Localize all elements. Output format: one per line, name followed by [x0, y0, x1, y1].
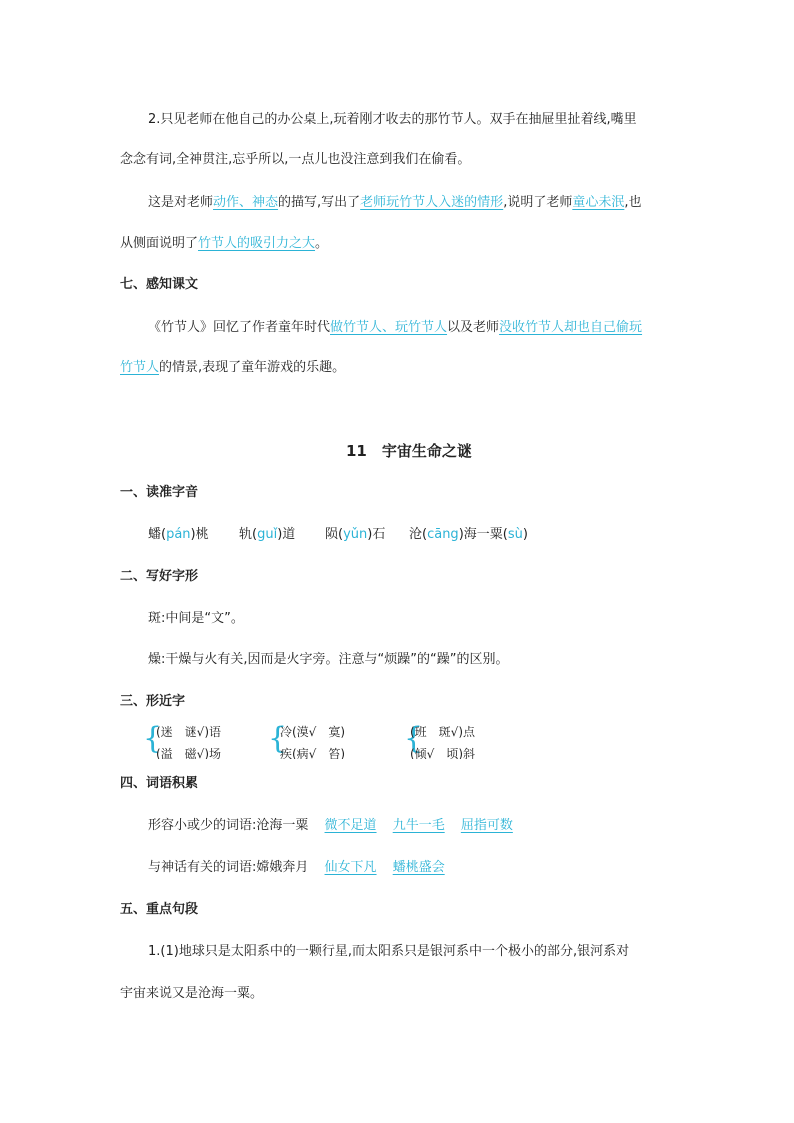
analysis-text: ,说明了老师 [503, 195, 573, 210]
summary-line-2 [120, 358, 345, 378]
answer-blank: 九牛一毛 [392, 818, 445, 833]
answer-blank: 蟠桃盛会 [392, 860, 445, 875]
answer-blank: 老师玩竹节人入迷的情形 [360, 195, 504, 210]
char-text: 沧( [409, 527, 428, 542]
summary-text: 以及老师 [447, 320, 500, 335]
char-text: 蟠( [148, 527, 167, 542]
section-heading-2: 二、写好字形 [120, 569, 199, 584]
pronunciation-item [325, 525, 385, 545]
analysis-text: 的描写,写出了 [278, 195, 361, 210]
char-text: )石 [367, 527, 386, 542]
similar-char-bottom: 疾(病√ 笞) [280, 747, 346, 759]
brace-icon: { [143, 721, 163, 756]
sentence-2-line-2: 念念有词,全神贯注,忘乎所以,一点儿也没注意到我们在偷看。 [120, 152, 471, 167]
glyph-note-1: 斑:中间是“文”。 [148, 611, 244, 626]
vocab-line-1 [148, 816, 513, 836]
analysis-text: 。 [315, 236, 329, 251]
pronunciation-item [239, 525, 295, 545]
brace-icon: { [404, 721, 424, 756]
lesson-title: 11 宇宙生命之谜 [346, 442, 472, 460]
analysis-text: 从侧面说明了 [120, 236, 199, 251]
char-text: )道 [277, 527, 296, 542]
section-heading-3: 三、形近字 [120, 694, 186, 709]
similar-char-bottom: (溢 磁√)场 [156, 747, 222, 759]
answer-blank: 竹节人的吸引力之大 [198, 236, 316, 251]
answer-blank: 屈指可数 [460, 818, 513, 833]
similar-char-bottom: (倾√ 顷)斜 [410, 747, 476, 759]
similar-char-top: 冷(漠√ 寞) [280, 725, 346, 739]
similar-char-group-3 [410, 725, 520, 759]
glyph-note-2: 燥:干燥与火有关,因而是火字旁。注意与“烦躁”的“躁”的区别。 [148, 652, 509, 667]
section-heading-1: 一、读准字音 [120, 485, 199, 500]
pronunciation-item [148, 525, 209, 545]
summary-text: 的情景,表现了童年游戏的乐趣。 [159, 360, 346, 375]
summary-text: 《竹节人》回忆了作者童年时代 [148, 320, 331, 335]
answer-blank: 童心未泯 [572, 195, 625, 210]
char-text: ) [522, 527, 528, 542]
analysis-text: ,也 [624, 195, 642, 210]
similar-char-top: (班 斑√)点 [410, 725, 476, 739]
pinyin: cāng [427, 527, 459, 542]
answer-blank: 仙女下凡 [324, 860, 377, 875]
section-heading-4: 四、词语积累 [120, 776, 199, 791]
pinyin: sù [507, 527, 523, 542]
summary-line-1 [148, 318, 642, 338]
similar-char-group-1 [156, 725, 266, 759]
vocab-text: 形容小或少的词语:沧海一粟 [148, 818, 309, 833]
section-heading-7: 七、感知课文 [120, 277, 199, 292]
answer-blank: 微不足道 [324, 818, 377, 833]
pinyin: guǐ [257, 527, 278, 542]
char-text: 陨( [325, 527, 344, 542]
analysis-line-2 [120, 234, 328, 254]
section-heading-5: 五、重点句段 [120, 902, 199, 917]
answer-blank: 竹节人 [120, 360, 160, 375]
brace-icon: { [268, 721, 288, 756]
key-sentence-line-2: 宇宙来说又是沧海一粟。 [120, 986, 264, 1001]
similar-char-group-2 [280, 725, 390, 759]
pronunciation-item [409, 525, 528, 545]
sentence-2-line-1: 2.只见老师在他自己的办公桌上,玩着刚才收去的那竹节人。双手在抽屉里扯着线,嘴里 [148, 112, 637, 127]
char-text: )桃 [190, 527, 209, 542]
pinyin: pán [166, 527, 191, 542]
analysis-line-1 [148, 193, 641, 213]
vocab-line-2 [148, 858, 445, 878]
pinyin: yǔn [343, 527, 368, 542]
answer-blank: 做竹节人、玩竹节人 [330, 320, 448, 335]
similar-char-top: (迷 谜√)语 [156, 725, 222, 739]
answer-blank: 没收竹节人却也自己偷玩 [499, 320, 643, 335]
char-text: 轨( [239, 527, 258, 542]
vocab-text: 与神话有关的词语:嫦娥奔月 [148, 860, 309, 875]
answer-blank: 动作、神态 [213, 195, 279, 210]
key-sentence-line-1: 1.(1)地球只是太阳系中的一颗行星,而太阳系只是银河系中一个极小的部分,银河系对 [148, 944, 630, 959]
analysis-text: 这是对老师 [148, 195, 214, 210]
char-text: )海一粟( [458, 527, 508, 542]
